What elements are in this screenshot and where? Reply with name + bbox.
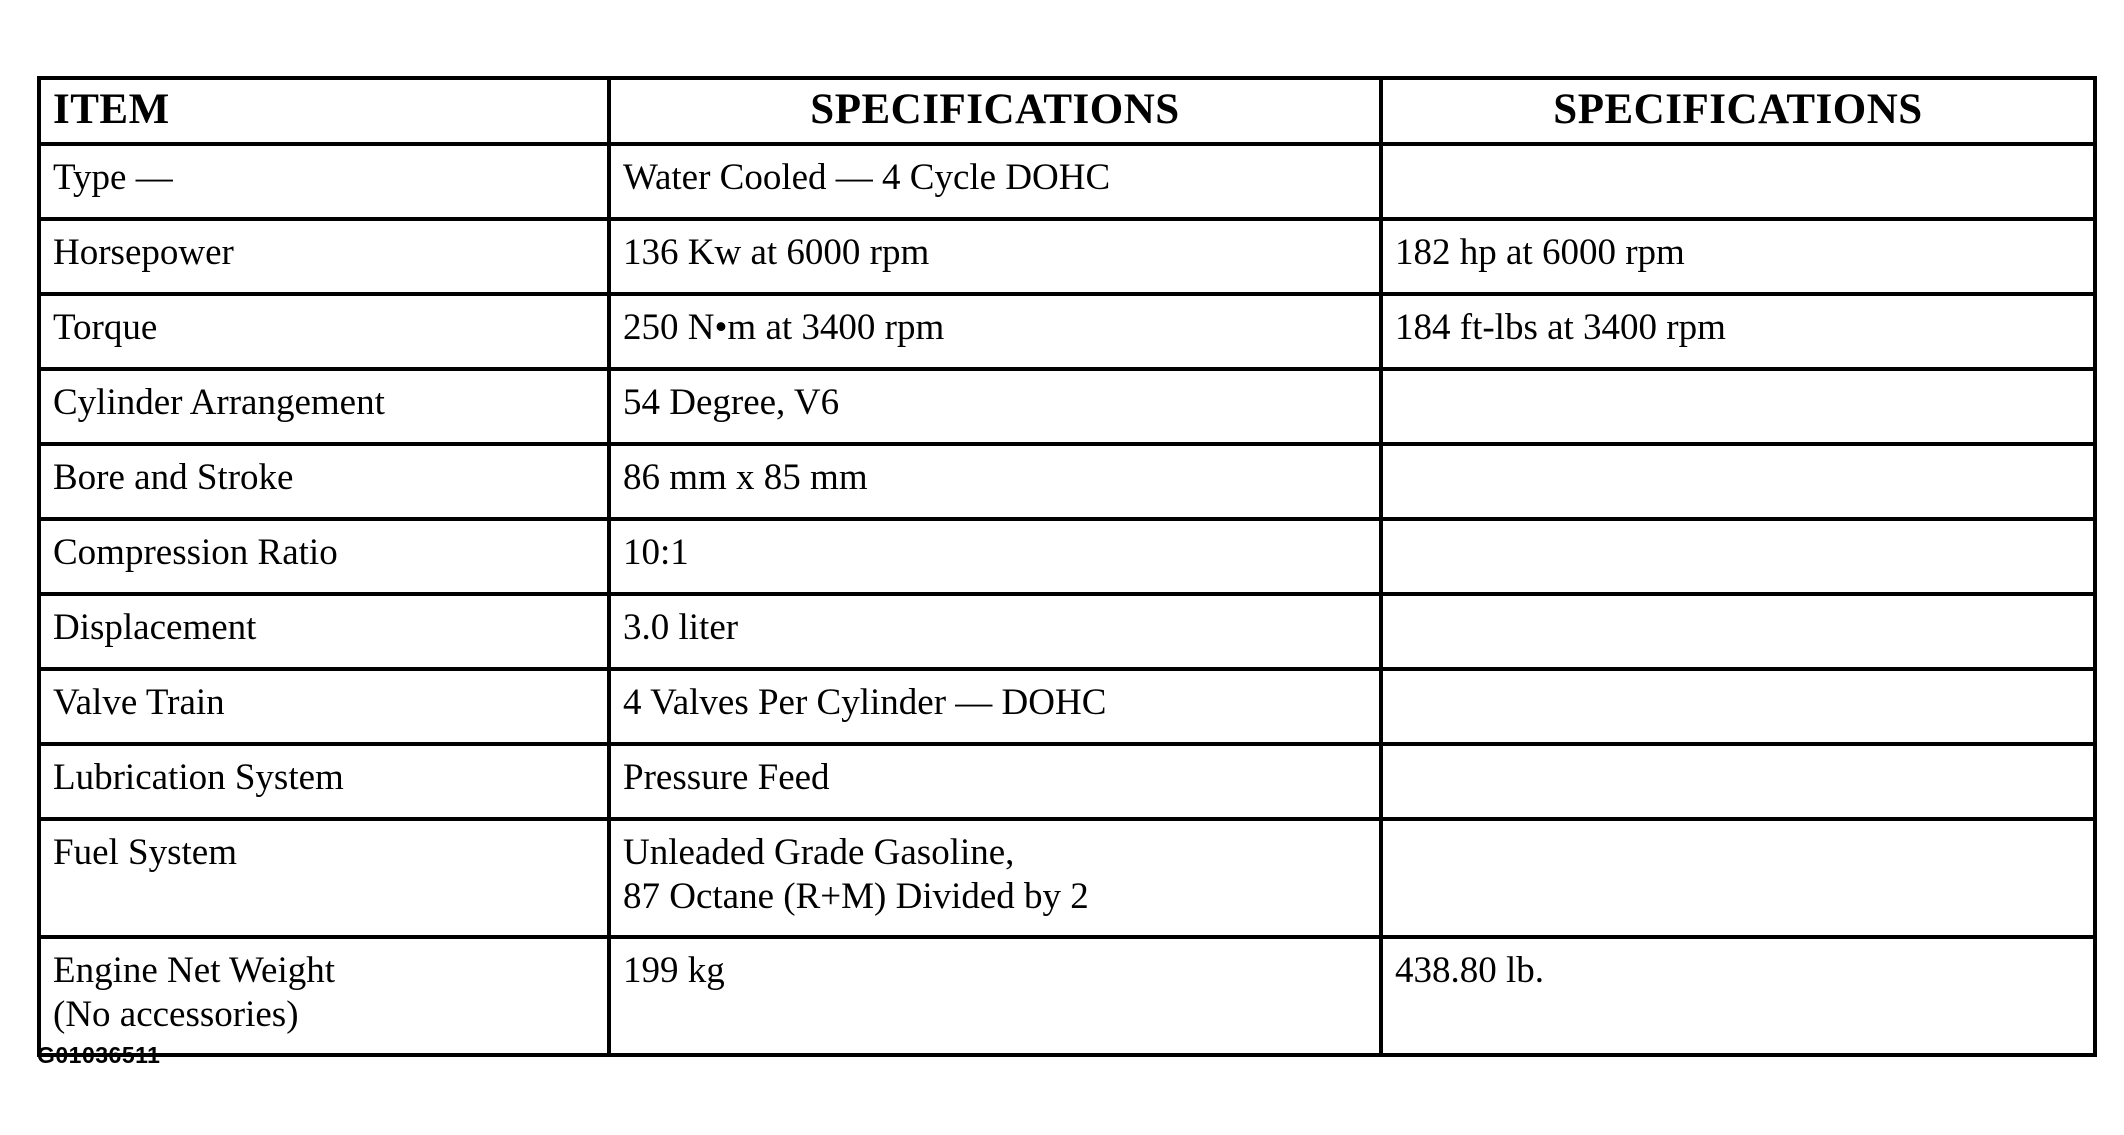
spec-cell: Water Cooled — 4 Cycle DOHC	[609, 144, 1381, 219]
spec2-cell	[1381, 819, 2095, 937]
table-row	[39, 519, 2095, 594]
table-row	[39, 369, 2095, 444]
item-cell: Lubrication System	[39, 744, 609, 819]
spec2-cell	[1381, 519, 2095, 594]
spec-cell: 136 Kw at 6000 rpm	[609, 219, 1381, 294]
item-cell: Horsepower	[39, 219, 609, 294]
spec2-cell: 184 ft-lbs at 3400 rpm	[1381, 294, 2095, 369]
table-row	[39, 744, 2095, 819]
spec-line: Unleaded Grade Gasoline,	[623, 832, 1015, 873]
spec2-cell	[1381, 144, 2095, 219]
spec2-cell	[1381, 369, 2095, 444]
spec2-cell	[1381, 594, 2095, 669]
column-header-specifications-metric: SPECIFICATIONS	[609, 78, 1381, 144]
spec-line: 87 Octane (R+M) Divided by 2	[623, 876, 1089, 917]
spec-cell: 199 kg	[609, 937, 1381, 1055]
item-cell: Torque	[39, 294, 609, 369]
table-row	[39, 594, 2095, 669]
spec-cell: 3.0 liter	[609, 594, 1381, 669]
spec2-cell: 182 hp at 6000 rpm	[1381, 219, 2095, 294]
item-cell: Type —	[39, 144, 609, 219]
table-row	[39, 669, 2095, 744]
spec2-cell	[1381, 669, 2095, 744]
spec2-cell	[1381, 744, 2095, 819]
item-cell: Cylinder Arrangement	[39, 369, 609, 444]
spec2-cell	[1381, 444, 2095, 519]
spec-cell	[609, 819, 1381, 937]
column-header-specifications-imperial: SPECIFICATIONS	[1381, 78, 2095, 144]
spec-cell: 10:1	[609, 519, 1381, 594]
column-header-item: ITEM	[39, 78, 609, 144]
item-cell: Compression Ratio	[39, 519, 609, 594]
item-cell: Displacement	[39, 594, 609, 669]
item-cell: Valve Train	[39, 669, 609, 744]
table-row	[39, 937, 2095, 1055]
spec-cell: 86 mm x 85 mm	[609, 444, 1381, 519]
item-cell: Fuel System	[39, 819, 609, 937]
item-cell	[39, 937, 609, 1055]
spec-cell: 54 Degree, V6	[609, 369, 1381, 444]
table-header-row	[39, 78, 2095, 144]
spec-cell: 4 Valves Per Cylinder — DOHC	[609, 669, 1381, 744]
item-cell: Bore and Stroke	[39, 444, 609, 519]
spec-cell: 250 N•m at 3400 rpm	[609, 294, 1381, 369]
table-row	[39, 294, 2095, 369]
spec2-cell: 438.80 lb.	[1381, 937, 2095, 1055]
figure-code: G01036511	[37, 1042, 161, 1068]
table-row	[39, 819, 2095, 937]
table-row	[39, 144, 2095, 219]
engine-spec-table	[37, 76, 2097, 1057]
table-row	[39, 219, 2095, 294]
table-row	[39, 444, 2095, 519]
spec-cell: Pressure Feed	[609, 744, 1381, 819]
item-line: (No accessories)	[53, 994, 299, 1035]
item-line: Engine Net Weight	[53, 950, 335, 991]
